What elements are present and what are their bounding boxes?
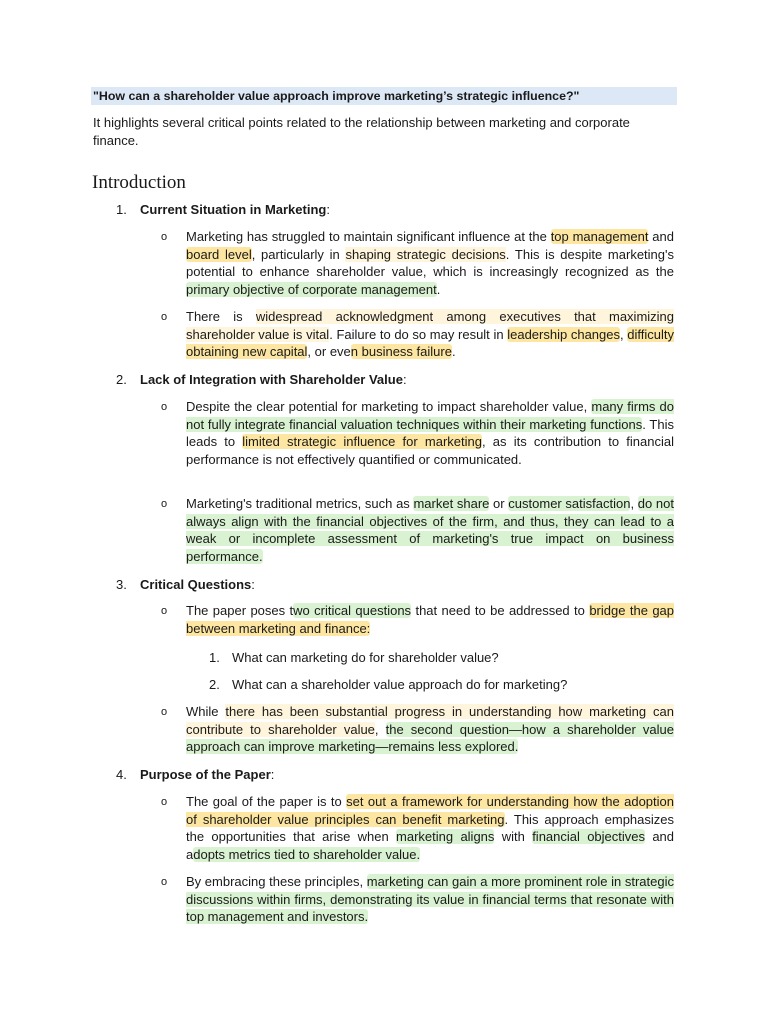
section-title: Lack of Integration with Shareholder Value	[140, 372, 403, 387]
section-title-row: Purpose of the Paper:	[140, 767, 275, 782]
highlighted-text: dopts metrics tied to shareholder value.	[193, 846, 421, 862]
section-title: Purpose of the Paper	[140, 767, 271, 782]
bullet-marker: o	[161, 401, 168, 413]
section-title-row: Current Situation in Marketing:	[140, 202, 330, 217]
highlighted-text: board level	[186, 246, 252, 262]
text-run: While	[186, 704, 226, 719]
bullet-paragraph	[186, 495, 674, 565]
section-title: Current Situation in Marketing	[140, 202, 327, 217]
highlighted-text: marketing can gain a more prominent role in strategic discussions within firms, demonstrating its value in financial terms that resonate with top management and investors.	[186, 874, 674, 924]
text-run: and	[648, 229, 674, 244]
text-run: . This leads to	[186, 416, 674, 449]
bullet-marker: o	[161, 605, 168, 617]
section-title-row: Critical Questions:	[140, 577, 255, 592]
section-number: 4.	[116, 767, 127, 782]
text-run: .	[451, 344, 456, 359]
text-run: with	[494, 829, 533, 844]
section-title: Critical Questions	[140, 577, 252, 592]
text-run: . This approach emphasizes the opportunities that arise when	[186, 811, 674, 844]
highlighted-text: limited strategic influence for marketing	[242, 434, 482, 449]
highlighted-text: bridge the gap between marketing and finance:	[186, 603, 675, 636]
highlighted-text: financial objectives	[532, 829, 646, 844]
text-run: , or eve	[307, 344, 351, 359]
section-title-row: Lack of Integration with Shareholder Value:	[140, 372, 407, 387]
bullet-paragraph	[186, 873, 674, 926]
text-run: . Failure to do so may result in	[329, 326, 508, 342]
bullet-marker: o	[161, 706, 168, 718]
text-run: that need to be addressed to	[411, 603, 590, 618]
highlighted-text: marketing aligns	[396, 829, 495, 844]
text-run: ,	[630, 496, 638, 511]
section-number: 3.	[116, 577, 127, 592]
highlighted-text: wo critical questions	[293, 603, 412, 618]
question-number: 1.	[209, 650, 220, 665]
section-number: 1.	[116, 202, 127, 217]
highlighted-text: leadership changes	[507, 326, 621, 342]
text-run: By embracing these principles,	[186, 874, 367, 889]
section-number: 2.	[116, 372, 127, 387]
text-run: . This is despite marketing's potential to enhance shareholder value, which is increasingly recognized as the	[186, 246, 674, 279]
highlighted-text: do not always align with the financial objectives of the firm, and thus, they can lead to a weak or incomplete assessment of marketing's true impact on business performance.	[186, 496, 674, 564]
highlighted-text: market share	[413, 496, 490, 511]
text-run: ,	[620, 326, 628, 342]
bullet-paragraph	[186, 602, 674, 637]
highlighted-text: many firms do not fully integrate financial valuation techniques within their marketing functions	[186, 399, 674, 432]
page-title: "How can a shareholder value approach improve marketing’s strategic influence?"	[91, 87, 677, 105]
text-run: or	[489, 496, 509, 511]
text-run: , as its contribution to financial performance is not effectively quantified or communicated.	[186, 434, 674, 467]
text-run: Despite the clear potential for marketing to impact shareholder value,	[186, 399, 592, 414]
bullet-paragraph	[186, 308, 674, 361]
bullet-marker: o	[161, 311, 168, 323]
bullet-marker: o	[161, 796, 168, 808]
text-run: There is	[186, 309, 256, 324]
text-run: , particularly in	[251, 246, 346, 262]
bullet-marker: o	[161, 876, 168, 888]
question-text: What can a shareholder value approach do for marketing?	[232, 677, 568, 692]
text-run: .	[436, 281, 441, 297]
question-number: 2.	[209, 677, 220, 692]
text-run: The paper poses t	[186, 603, 294, 618]
highlighted-text: shaping strategic decisions	[345, 246, 506, 262]
highlighted-text: top management	[550, 229, 649, 244]
highlighted-text: n business failure	[350, 344, 452, 359]
highlighted-text: widespread acknowledgment among executives that maximizing shareholder value is vital	[186, 309, 675, 342]
section-heading: Introduction	[92, 172, 186, 193]
highlighted-text: the second question—how a shareholder value approach can improve marketing—remains less explored.	[186, 721, 674, 754]
highlighted-text: primary objective of corporate management	[186, 281, 437, 297]
bullet-marker: o	[161, 498, 168, 510]
text-run: and a	[186, 829, 675, 862]
text-run: Marketing's traditional metrics, such as	[186, 496, 414, 511]
bullet-paragraph	[186, 228, 674, 298]
text-run: ,	[374, 721, 386, 737]
highlighted-text: difficulty obtaining new capital	[186, 326, 675, 359]
intro-paragraph: It highlights several critical points related to the relationship between marketing and corporate finance.	[93, 115, 630, 148]
text-run: Marketing has struggled to maintain significant influence at the	[186, 229, 551, 244]
highlighted-text: set out a framework for understanding how the adoption of shareholder value principles can benefit marketing	[186, 794, 674, 827]
question-text: What can marketing do for shareholder value?	[232, 650, 499, 665]
bullet-paragraph	[186, 793, 674, 863]
bullet-marker: o	[161, 231, 168, 243]
highlighted-text: customer satisfaction	[508, 496, 631, 511]
bullet-paragraph	[186, 398, 674, 468]
text-run: The goal of the paper is to	[186, 794, 347, 809]
highlighted-text: there has been substantial progress in understanding how marketing can contribute to shareholder value	[186, 704, 674, 737]
bullet-paragraph	[186, 703, 674, 756]
